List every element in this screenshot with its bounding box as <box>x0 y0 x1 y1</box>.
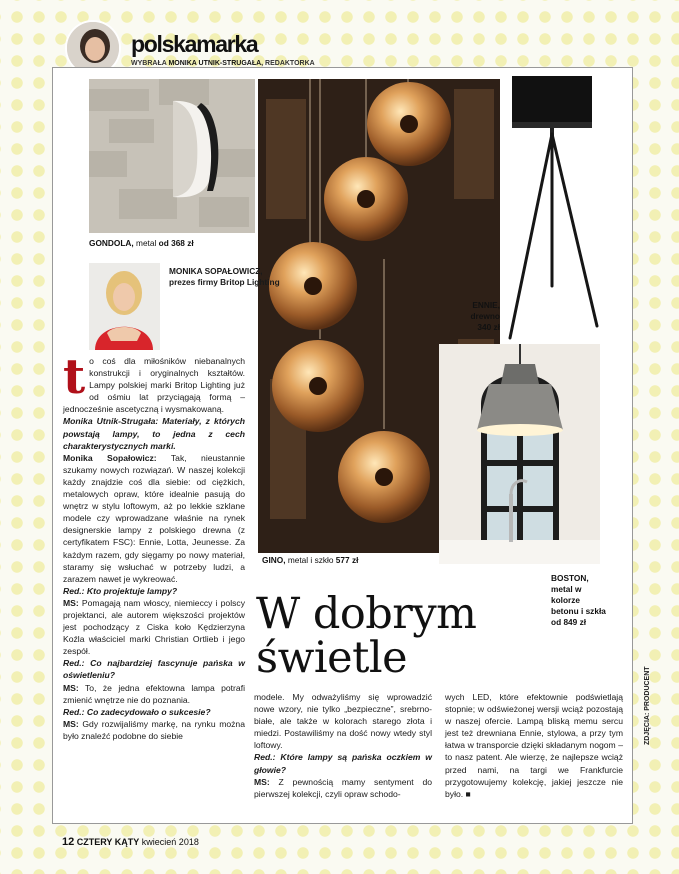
editor-role: REDAKTORKA <box>265 60 315 67</box>
ennie-price: 340 zł <box>477 322 500 332</box>
answer-1-text: Tak, nieustannie szukamy nowych rozwiązań. W naszej kolekcji każdy znajdzie coś dla siebie: od ciężkich, metalowych opraw, które idealnie pasują do wnętrz w stylu loftowym, aż po lekkie szklane modele czy wprowadzane właśnie na rynek designerskie lampy z polskiego drewna (z certyfikatem FSC): Ennie, Lotta, Jeunesse. Za każdym razem, gdy sięgamy po nowy materiał, staramy się wsłuchać w potrzeby ludzi, a zarazem nawet je wykreować. <box>63 452 245 584</box>
answer-3-text: To, że jedna efektowna lampa potrafi zmienić wnętrze nie do poznania. <box>63 682 245 705</box>
boston-caption <box>551 573 607 628</box>
issue-date: kwiecień 2018 <box>141 837 199 847</box>
headline-line-1: W dobrym <box>256 589 477 639</box>
gondola-name: GONDOLA, <box>89 238 134 248</box>
gino-material: metal i szkło <box>287 555 334 565</box>
question-2: Red.: Kto projektuje lampy? <box>63 585 178 596</box>
boston-material: metal w kolorze betonu i szkła <box>551 584 606 616</box>
ennie-name: ENNIE, <box>472 300 500 310</box>
answer-4-speaker: MS: <box>63 718 79 729</box>
drop-cap: t <box>63 349 86 405</box>
article-column-right <box>445 691 623 800</box>
gondola-photo <box>89 79 255 233</box>
question-5: Red.: Które lampy są pańska oczkiem w głowie? <box>254 752 432 775</box>
answer-3-speaker: MS: <box>63 682 79 693</box>
boston-price: od 849 zł <box>551 617 587 627</box>
intro-paragraph <box>63 349 245 415</box>
interviewee-role: prezes firmy Britop Lighting <box>169 277 280 287</box>
interviewee-name: MONIKA SOPAŁOWICZ, <box>169 266 263 276</box>
ennie-material: drewno <box>470 311 500 321</box>
photo-credit: ZDJĘCIA: PRODUCENT <box>644 666 651 745</box>
answer-5-start <box>254 776 432 800</box>
editor-prefix: WYBRAŁA <box>131 60 167 67</box>
page-footer <box>62 836 199 848</box>
article-headline <box>256 589 477 683</box>
editor-name: MONIKA UTNIK-STRUGAŁA, <box>168 60 264 67</box>
gino-name: GINO, <box>262 555 286 565</box>
answer-2-text: Pomagają nam włoscy, niemieccy i polscy projektanci, ale autorem większości projektów jest pochodzący z Ciska koło Kędzierzyna Koźla właściciel marki Christian Ortlieb i jego zespół. <box>63 597 245 657</box>
answer-5-speaker: MS: <box>254 776 270 787</box>
gino-caption <box>262 555 358 566</box>
answer-4-start <box>63 718 245 742</box>
answer-2 <box>63 597 245 657</box>
gondola-material: metal <box>136 238 157 248</box>
answer-5-continued <box>445 691 623 800</box>
article-column-middle <box>254 691 432 800</box>
answer-4-text-start: Gdy rozwijaliśmy markę, na rynku można było znaleźć podobne do siebie <box>63 718 245 741</box>
answer-4-continued: modele. My odważyliśmy się wprowadzić nowe wzory, nie tylko „bezpieczne”, srebrno-białe, ale także w kolorach starego złota i miedzi. Postawiliśmy na dość nowy wtedy styl loftowy. <box>254 692 432 751</box>
ennie-caption <box>438 300 500 333</box>
article-column-left <box>63 349 245 742</box>
answer-1 <box>63 452 245 585</box>
answer-1-speaker: Monika Sopałowicz: <box>63 452 157 463</box>
section-brand: polskamarka <box>131 31 258 57</box>
ennie-photo <box>502 76 602 340</box>
question-3: Red.: Co najbardziej fascynuje pańska w oświetleniu? <box>63 658 245 681</box>
end-mark: ■ <box>465 788 471 799</box>
boston-name: BOSTON, <box>551 573 589 583</box>
page-number: 12 <box>62 836 75 848</box>
gondola-caption <box>89 238 194 249</box>
gondola-price: od 368 zł <box>158 238 194 248</box>
gino-price: 577 zł <box>335 555 359 565</box>
interviewee-label <box>169 266 280 288</box>
boston-photo <box>439 344 600 564</box>
question-4: Red.: Co zadecydowało o sukcesie? <box>63 706 211 717</box>
magazine-name: CZTERY KĄTY <box>76 837 140 847</box>
interviewee-portrait <box>89 263 160 350</box>
answer-2-speaker: MS: <box>63 597 79 608</box>
headline-line-2: świetle <box>256 633 408 683</box>
answer-5-text-start: Z pewnością mamy sentyment do pierwszej kolekcji, czyli opraw schodo- <box>254 776 432 799</box>
answer-5-text-end: wych LED, które efektownie podświetlają stopnie; w odświeżonej wersji wciąż pozostają w naszej ofercie. Lampą bliską memu sercu jest też drewniana Ennie, stylowa, a przy tym łatwa w transporcie dzięki składanym nogom – to nasz patent. Ale wierzę, że najlepsze wciąż przed nami, na targi we Frankfurcie przygotowujemy kolekcję, jakiej jeszcze nie było. <box>445 692 623 799</box>
question-1: Monika Utnik-Strugała: Materiały, z których powstają lampy, to jedna z cech charakterystycznych marki. <box>63 416 245 451</box>
answer-3 <box>63 682 245 706</box>
intro-text: o coś dla miłośników niebanalnych konstrukcji i oryginalnych kształtów. Lampy polskiej marki Britop Lighting już od ośmiu lat przyciągają formą – jednocześnie ascetyczną i wysmakowaną. <box>63 356 245 415</box>
editor-line <box>131 60 315 67</box>
